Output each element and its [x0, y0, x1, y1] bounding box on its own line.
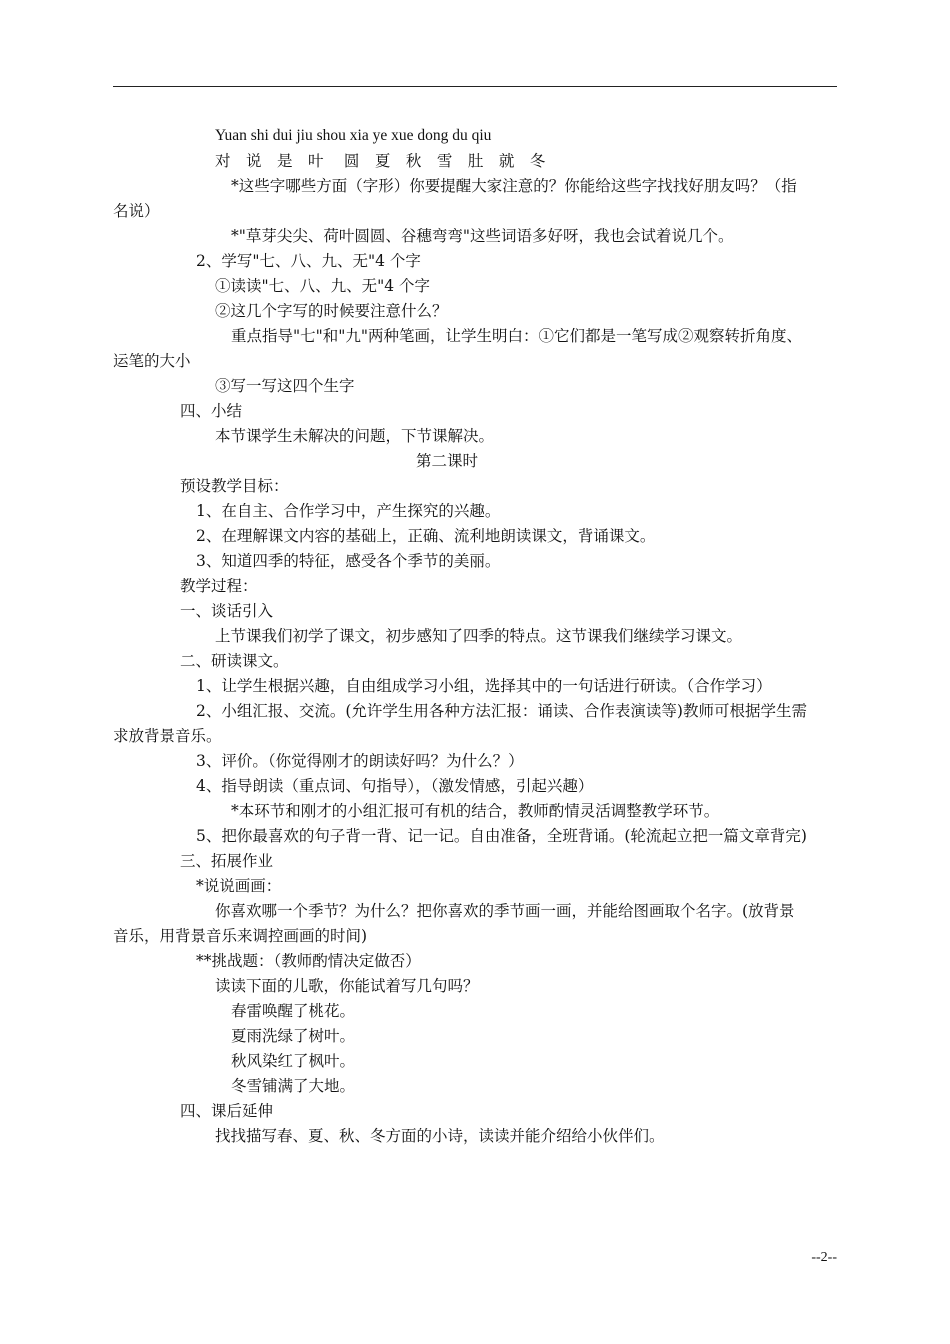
text-line: 求放背景音乐。 — [113, 727, 222, 745]
text-line: 找找描写春、夏、秋、冬方面的小诗，读读并能介绍给小伙伴们。 — [215, 1127, 665, 1145]
section-heading: 四、小结 — [180, 402, 243, 420]
page-number: --2-- — [811, 1250, 837, 1265]
text-line: 读读下面的儿歌，你能试着写几句吗？ — [215, 977, 479, 995]
text-line: 上节课我们初学了课文，初步感知了四季的特点。这节课我们继续学习课文。 — [215, 627, 743, 645]
text-line: 你喜欢哪一个季节？为什么？把你喜欢的季节画一画，并能给图画取个名字。(放背景 — [215, 902, 795, 920]
character-line: 对 说 是 叶 圆 夏 秋 雪 肚 就 冬 — [215, 152, 546, 170]
text-line: 5、把你最喜欢的句子背一背、记一记。自由准备，全班背诵。(轮流起立把一篇文章背完) — [196, 827, 807, 845]
section-heading: 二、研读课文。 — [180, 652, 289, 670]
section-heading: 预设教学目标： — [180, 477, 289, 495]
text-line: *"草芽尖尖、荷叶圆圆、谷穗弯弯"这些词语多好呀，我也会试着说几个。 — [231, 227, 734, 245]
text-line: 2、小组汇报、交流。(允许学生用各种方法汇报：诵读、合作表演读等)教师可根据学生需 — [196, 702, 807, 720]
poem-line: 秋风染红了枫叶。 — [231, 1052, 356, 1070]
text-line: 2、在理解课文内容的基础上，正确、流利地朗读课文，背诵课文。 — [196, 527, 656, 545]
text-line: 本节课学生未解决的问题，下节课解决。 — [215, 427, 495, 445]
text-line: ③写一写这四个生字 — [215, 377, 355, 395]
header-rule — [113, 86, 837, 87]
text-line: 4、指导朗读（重点词、句指导），（激发情感，引起兴趣） — [196, 777, 594, 795]
section-heading: 四、课后延伸 — [180, 1102, 274, 1120]
poem-line: 夏雨洗绿了树叶。 — [231, 1027, 356, 1045]
text-line: ①读读"七、八、九、无"4 个字 — [215, 277, 431, 295]
text-line: 3、评价。（你觉得刚才的朗读好吗？为什么？） — [196, 752, 524, 770]
text-line: *这些字哪些方面（字形）你要提醒大家注意的？你能给这些字找找好朋友吗？（指 — [231, 177, 797, 195]
text-line: **挑战题：（教师酌情决定做否） — [196, 952, 421, 970]
text-line: 1、让学生根据兴趣，自由组成学习小组，选择其中的一句话进行研读。（合作学习） — [196, 677, 772, 695]
section-heading: 一、谈话引入 — [180, 602, 274, 620]
section-heading: 教学过程： — [180, 577, 258, 595]
lesson-title: 第二课时 — [416, 452, 479, 470]
text-line: *本环节和刚才的小组汇报可有机的结合，教师酌情灵活调整教学环节。 — [231, 802, 720, 820]
text-line: *说说画画： — [196, 877, 282, 895]
text-line: 名说） — [113, 202, 160, 220]
section-heading: 三、拓展作业 — [180, 852, 274, 870]
poem-line: 冬雪铺满了大地。 — [231, 1077, 356, 1095]
text-line: 音乐，用背景音乐来调控画画的时间) — [113, 927, 368, 945]
text-line: 重点指导"七"和"九"两种笔画，让学生明白：①它们都是一笔写成②观察转折角度、 — [231, 327, 803, 345]
text-line: 运笔的大小 — [113, 352, 191, 370]
pinyin-line: Yuan shi dui jiu shou xia ye xue dong du qiu — [215, 127, 492, 144]
text-line: 3、知道四季的特征，感受各个季节的美丽。 — [196, 552, 501, 570]
poem-line: 春雷唤醒了桃花。 — [231, 1002, 356, 1020]
text-line: ②这几个字写的时候要注意什么？ — [215, 302, 448, 320]
text-line: 1、在自主、合作学习中，产生探究的兴趣。 — [196, 502, 501, 520]
text-line: 2、学写"七、八、九、无"4 个字 — [196, 252, 421, 270]
